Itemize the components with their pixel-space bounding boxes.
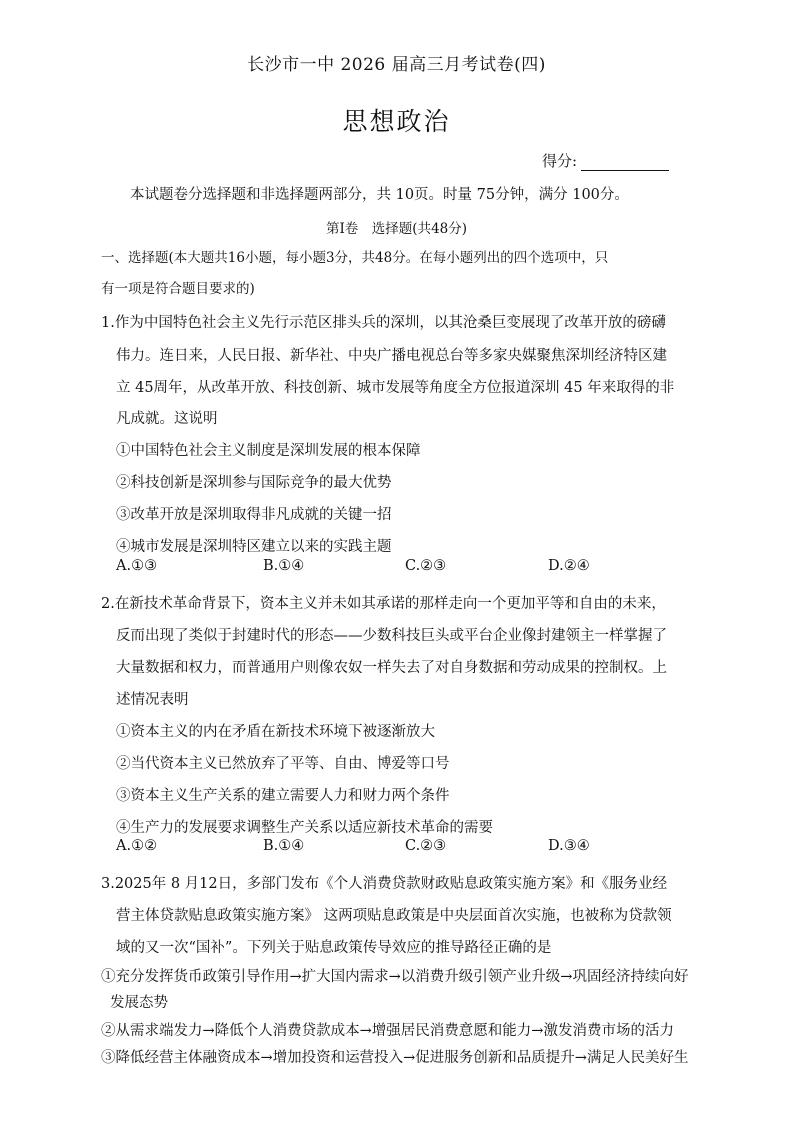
q2-option-c[interactable]: C.②③ — [405, 838, 447, 854]
q1-item: ③改革开放是深圳取得非凡成就的关键一招 — [116, 507, 392, 523]
section-instructions-line-2: 有一项是符合题目要求的) — [101, 281, 255, 297]
q2-item: ③资本主义生产关系的建立需要人力和财力两个条件 — [116, 788, 450, 804]
q1-option-a[interactable]: A.①③ — [116, 558, 158, 574]
exam-intro: 本试题卷分选择题和非选择题两部分，共 10页。时量 75分钟，满分 100分。 — [130, 187, 629, 203]
score-field[interactable] — [542, 150, 669, 171]
q1-item: ②科技创新是深圳参与国际竞争的最大优势 — [116, 475, 392, 491]
q3-item: ②从需求端发力→降低个人消费贷款成本→增强居民消费意愿和能力→激发消费市场的活力 — [101, 1023, 674, 1039]
q1-item: ④城市发展是深圳特区建立以来的实践主题 — [116, 539, 392, 555]
q1-option-b[interactable]: B.①④ — [263, 558, 305, 574]
q2-item: ①资本主义的内在矛盾在新技术环境下被逐渐放大 — [116, 724, 435, 740]
q2-options — [0, 838, 793, 860]
q1-stem-line: 立 45周年，从改革开放、科技创新、城市发展等角度全方位报道深圳 45 年来取得的非 — [116, 380, 675, 396]
q1-option-d[interactable]: D.②④ — [548, 558, 590, 574]
q2-stem-line: 2.在新技术革命背景下，资本主义并未如其承诺的那样走向一个更加平等和自由的未来， — [101, 596, 666, 612]
score-label: 得分: — [542, 152, 578, 170]
q3-item: ①充分发挥货币政策引导作用→扩大国内需求→以消费升级引领产业升级→巩固经济持续向好 — [101, 969, 689, 985]
part-heading: 第Ⅰ卷 选择题(共48分) — [325, 221, 468, 237]
q2-option-a[interactable]: A.①② — [116, 838, 158, 854]
q1-item: ①中国特色社会主义制度是深圳发展的根本保障 — [116, 443, 421, 459]
q2-stem-line: 反而出现了类似于封建时代的形态——少数科技巨头或平台企业像封建领主一样掌握了 — [116, 628, 667, 644]
q3-item-continued: 发展态势 — [110, 995, 168, 1011]
q3-item: ③降低经营主体融资成本→增加投资和运营投入→促进服务创新和品质提升→满足人民美好生 — [101, 1050, 689, 1066]
q1-options — [0, 558, 793, 580]
q1-option-c[interactable]: C.②③ — [405, 558, 447, 574]
section-instructions-line-1: 一、选择题(本大题共16小题，每小题3分，共48分。在每小题列出的四个选项中，只 — [101, 250, 609, 266]
q1-stem-line: 凡成就。这说明 — [116, 411, 218, 427]
subject-title: 思想政治 — [342, 107, 451, 136]
q1-stem-line: 1.作为中国特色社会主义先行示范区排头兵的深圳，以其沧桑巨变展现了改革开放的磅礴 — [101, 315, 666, 331]
exam-title: 长沙市一中 2026 届高三月考试卷(四) — [247, 55, 546, 75]
q2-item: ④生产力的发展要求调整生产关系以适应新技术革命的需要 — [116, 820, 493, 836]
q2-option-d[interactable]: D.③④ — [548, 838, 590, 854]
q2-option-b[interactable]: B.①④ — [263, 838, 305, 854]
q3-stem-line: 营主体贷款贴息政策实施方案》 这两项贴息政策是中央层面首次实施，也被称为贷款领 — [116, 908, 672, 924]
q2-stem-line: 大量数据和权力，而普通用户则像农奴一样失去了对自身数据和劳动成果的控制权。上 — [116, 660, 667, 676]
q3-stem-line: 域的又一次“国补”。下列关于贴息政策传导效应的推导路径正确的是 — [116, 940, 552, 956]
q3-stem-line: 3.2025年 8 月12日，多部门发布《个人消费贷款财政贴息政策实施方案》和《服务业经 — [101, 876, 668, 892]
score-blank[interactable] — [581, 156, 669, 171]
q2-item: ②当代资本主义已然放弃了平等、自由、博爱等口号 — [116, 756, 450, 772]
q1-stem-line: 伟力。连日来，人民日报、新华社、中央广播电视总台等多家央媒聚焦深圳经济特区建 — [116, 348, 667, 364]
q2-stem-line: 述情况表明 — [116, 692, 189, 708]
